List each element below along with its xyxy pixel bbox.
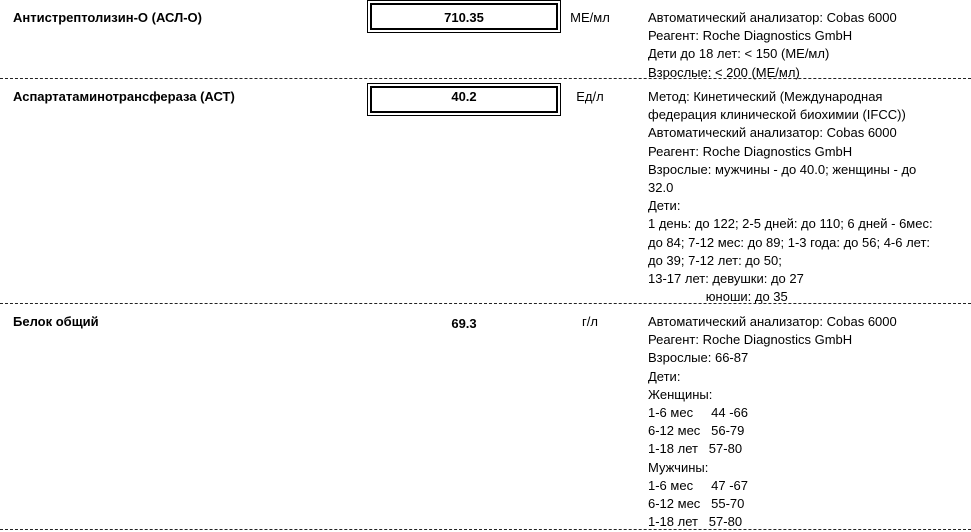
info-line: Взрослые: мужчины - до 40.0; женщины - до xyxy=(648,161,917,177)
test-unit: МЕ/мл xyxy=(570,10,610,25)
test-value: 710.35 xyxy=(444,10,484,25)
test-reference-info xyxy=(648,9,968,82)
info-line: 1 день: до 122; 2-5 дней: до 110; 6 дней - 6мес: xyxy=(648,216,933,232)
info-line: Автоматический анализатор: Cobas 6000 xyxy=(648,125,897,141)
row-separator xyxy=(0,78,971,79)
info-line: Дети до 18 лет: < 150 (МЕ/мл) xyxy=(648,46,830,62)
test-name: Белок общий xyxy=(13,314,99,329)
info-line: до 84; 7-12 мес: до 89; 1-3 года: до 56; 4-6 лет: xyxy=(648,234,931,250)
info-line: Женщины: xyxy=(648,386,713,402)
info-line: федерация клинической биохимии (IFCC)) xyxy=(648,107,906,123)
info-line: Автоматический анализатор: Cobas 6000 xyxy=(648,10,897,25)
info-line: Взрослые: 66-87 xyxy=(648,350,749,366)
test-value: 69.3 xyxy=(451,316,477,331)
test-name: Антистрептолизин-О (АСЛ-О) xyxy=(13,10,202,25)
test-reference-info xyxy=(648,88,968,306)
test-name: Аспартатаминотрансфераза (АСТ) xyxy=(13,89,235,104)
info-line: 1-18 лет 57-80 xyxy=(648,441,743,457)
info-line: 6-12 мес 56-79 xyxy=(648,423,745,439)
test-unit: Ед/л xyxy=(576,89,604,104)
row-separator xyxy=(0,529,971,530)
info-line: 6-12 мес 55-70 xyxy=(648,496,745,512)
info-line: Дети: xyxy=(648,198,681,214)
info-line: 13-17 лет: девушки: до 27 xyxy=(648,271,804,287)
test-reference-info xyxy=(648,313,968,531)
info-line: Реагент: Roche Diagnostics GmbH xyxy=(648,332,853,348)
info-line: Реагент: Roche Diagnostics GmbH xyxy=(648,28,853,44)
test-unit: г/л xyxy=(582,314,598,329)
info-line: 32.0 xyxy=(648,180,674,196)
info-line: Автоматический анализатор: Cobas 6000 xyxy=(648,314,897,329)
info-line: юноши: до 35 xyxy=(648,289,788,305)
info-line: до 39; 7-12 лет: до 50; xyxy=(648,252,782,268)
info-line: Реагент: Roche Diagnostics GmbH xyxy=(648,143,853,159)
info-line: 1-18 лет 57-80 xyxy=(648,514,743,530)
info-line: 1-6 мес 44 -66 xyxy=(648,405,748,421)
info-line: Мужчины: xyxy=(648,459,709,475)
row-separator xyxy=(0,303,971,304)
info-line: Дети: xyxy=(648,368,681,384)
info-line: Метод: Кинетический (Международная xyxy=(648,89,883,104)
info-line: Взрослые: < 200 (МЕ/мл) xyxy=(648,64,800,80)
info-line: 1-6 мес 47 -67 xyxy=(648,477,748,493)
test-value: 40.2 xyxy=(451,89,477,104)
